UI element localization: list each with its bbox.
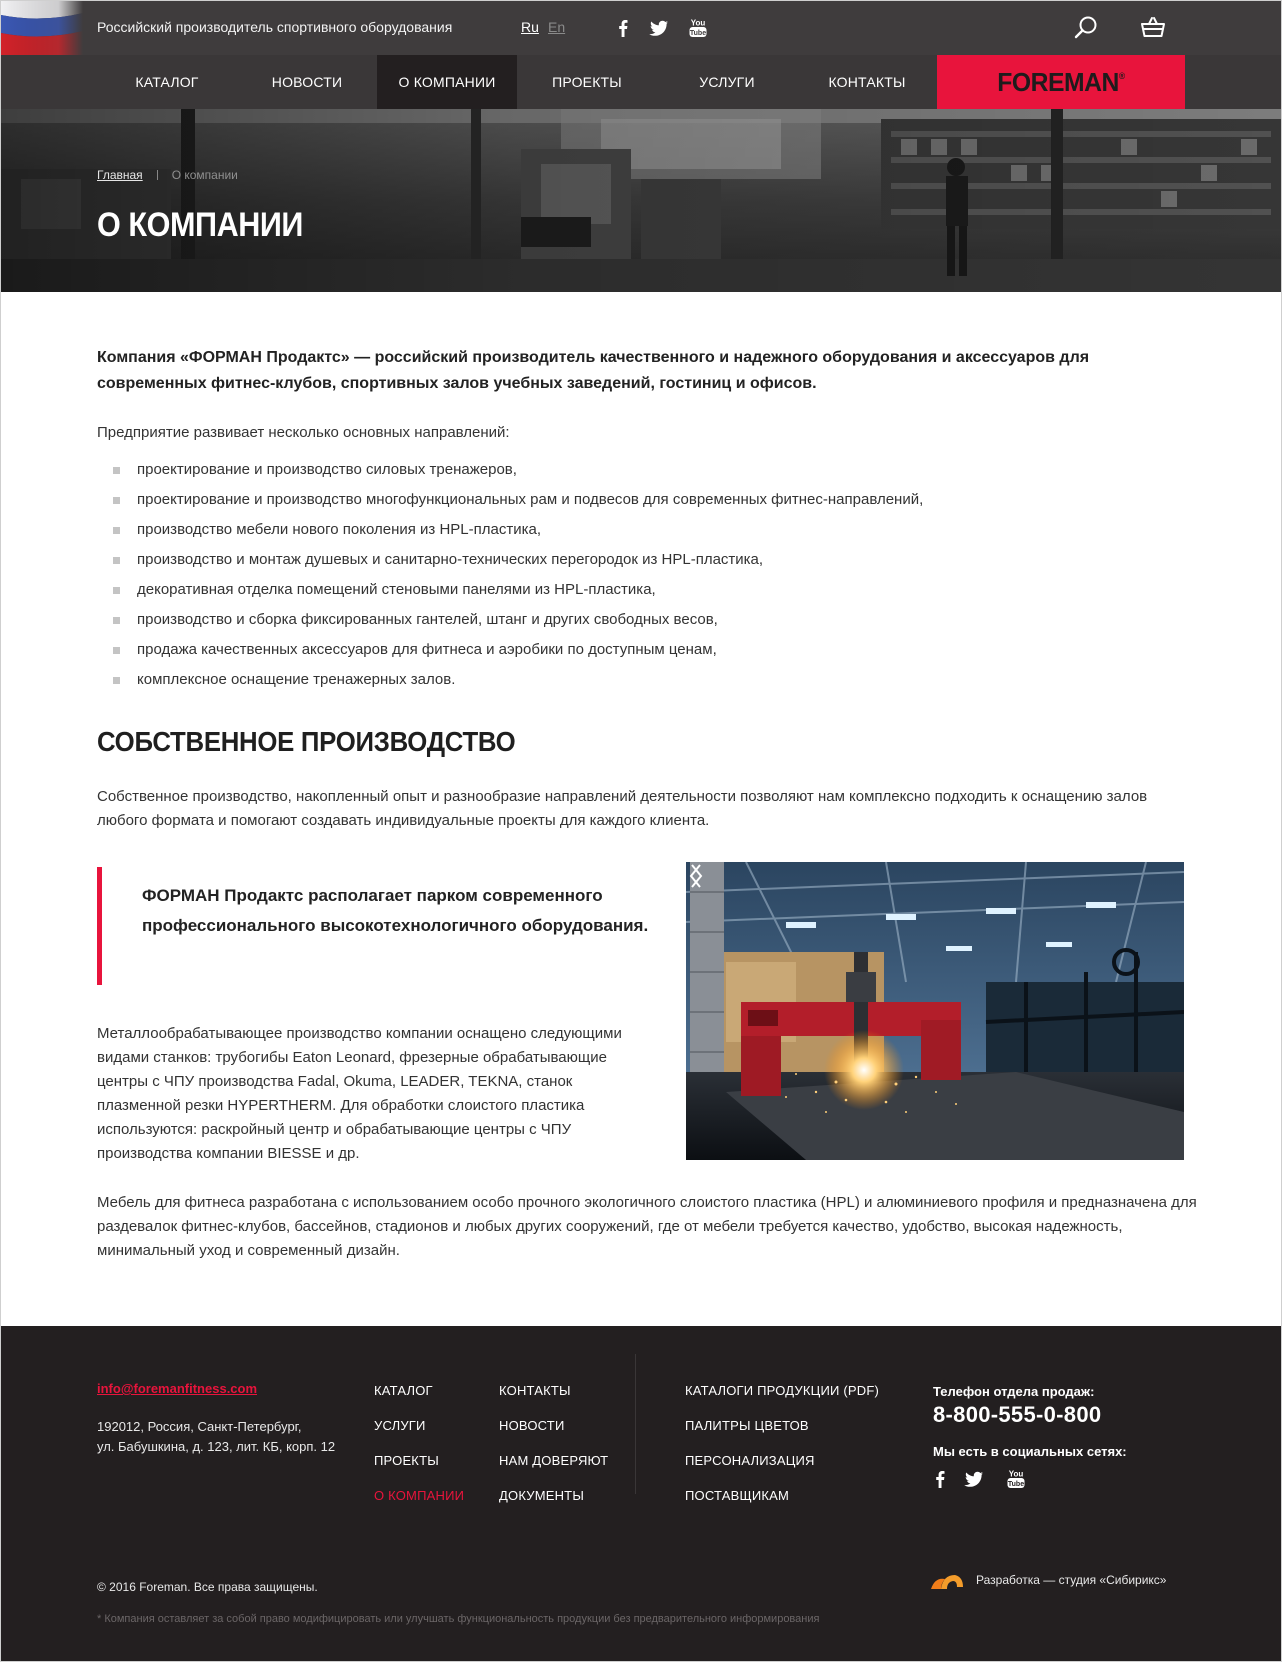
- plasma-cutting-photo: [686, 862, 1184, 1160]
- footer-link-suppliers[interactable]: ПОСТАВЩИКАМ: [685, 1488, 790, 1503]
- quote-text: ФОРМАН Продактс располагает парком современного профессионального высокотехнологичного оборудования.: [142, 886, 649, 935]
- foreman-logo[interactable]: [937, 55, 1185, 109]
- nav-item-catalog[interactable]: КАТАЛОГ: [135, 74, 199, 90]
- bullet-icon: [113, 527, 120, 534]
- footer-link-services[interactable]: УСЛУГИ: [374, 1418, 426, 1433]
- russian-flag-image: [1, 1, 83, 55]
- twitter-icon[interactable]: [963, 1468, 985, 1490]
- footer-link-about[interactable]: О КОМПАНИИ: [374, 1488, 465, 1503]
- metalworking-text: Металлообрабатывающее производство компании оснащено следующими видами станков: трубогибы Eaton Leonard, фрезерные обрабатывающие центры с ЧПУ производства Fadal, Okuma, LEADER, TEKNA, станок плазменной резки HYPERTHERM. Для обработки слоистого пластика используются: раскройный центр и обрабатывающие центры с ЧПУ производства компании BIESSE и др.: [97, 1025, 622, 1162]
- search-icon[interactable]: [1073, 15, 1099, 41]
- youtube-icon[interactable]: [1005, 1468, 1027, 1490]
- svg-text:You: You: [1008, 1469, 1024, 1479]
- footer-link-contacts[interactable]: КОНТАКТЫ: [499, 1383, 571, 1398]
- list-item: производство и сборка фиксированных гантелей, штанг и других свободных весов,: [97, 605, 1197, 635]
- bullet-icon: [113, 617, 120, 624]
- phone-number[interactable]: 8-800-555-0-800: [933, 1402, 1102, 1427]
- svg-text:You: You: [690, 18, 706, 28]
- bullet-icon: [113, 497, 120, 504]
- directions-list: [97, 455, 1197, 695]
- breadcrumb-home-link[interactable]: Главная: [97, 168, 143, 182]
- production-section-text: Собственное производство, накопленный опыт и разнообразие направлений деятельности позволяют нам комплексно подходить к оснащению залов любого формата и помогают создавать индивидуальные проекты для каждого клиента.: [97, 788, 1148, 829]
- footer: [1, 1326, 1281, 1662]
- twitter-icon[interactable]: [648, 17, 670, 39]
- list-item: проектирование и производство силовых тренажеров,: [97, 455, 1197, 485]
- production-photo-slider: [686, 862, 1184, 1160]
- page-title: О КОМПАНИИ: [97, 206, 303, 244]
- list-item: производство мебели нового поколения из HPL-пластика,: [97, 515, 1197, 545]
- top-bar: [1, 1, 1281, 55]
- list-item: производство и монтаж душевых и санитарно-технических перегородок из HPL-пластика,: [97, 545, 1197, 575]
- breadcrumb: [97, 168, 238, 182]
- bullet-icon: [113, 647, 120, 654]
- furniture-text: Мебель для фитнеса разработана с использованием особо прочного экологичного слоистого пластика (HPL) и алюминиевого профиля и предназначена для раздевалок фитнес-клубов, бассейнов, стадионов и любых других сооружений, где от мебели требуется качество, удобство, высокая надежность, минимальный уход и современный дизайн.: [97, 1194, 1197, 1259]
- nav-item-about[interactable]: О КОМПАНИИ: [377, 55, 517, 109]
- bullet-icon: [113, 677, 120, 684]
- list-item: декоративная отделка помещений стеновыми панелями из HPL-пластика,: [97, 575, 1197, 605]
- breadcrumb-separator: [157, 170, 158, 180]
- footer-link-pdf-catalogs[interactable]: КАТАЛОГИ ПРОДУКЦИИ (PDF): [685, 1383, 880, 1398]
- footer-link-trust[interactable]: НАМ ДОВЕРЯЮТ: [499, 1453, 609, 1468]
- nav-item-news[interactable]: НОВОСТИ: [271, 74, 343, 90]
- bullet-icon: [113, 467, 120, 474]
- logo-text: FOREMAN®: [997, 67, 1125, 97]
- footer-link-catalog[interactable]: КАТАЛОГ: [374, 1383, 433, 1398]
- language-ru-link[interactable]: Ru: [521, 19, 539, 35]
- sibiriks-logo-icon[interactable]: [929, 1569, 965, 1593]
- svg-text:Tube: Tube: [689, 29, 707, 37]
- cart-icon[interactable]: [1139, 15, 1167, 41]
- slider-next-icon[interactable]: [686, 862, 706, 890]
- site-tagline: Российский производитель спортивного оборудования: [97, 19, 453, 35]
- footer-divider: [635, 1354, 636, 1494]
- footer-disclaimer: * Компания оставляет за собой право модифицировать или улучшать функциональность продукции без предварительного информирования: [97, 1613, 820, 1625]
- footer-link-news[interactable]: НОВОСТИ: [499, 1418, 565, 1433]
- svg-text:Tube: Tube: [1007, 1480, 1025, 1488]
- company-lead-text: Компания «ФОРМАН Продактс» — российский производитель качественного и надежного оборудования и аксессуаров для современных фитнес-клубов, спортивных залов учебных заведений, гостиниц и офисов.: [97, 349, 1090, 392]
- nav-item-projects[interactable]: ПРОЕКТЫ: [552, 74, 622, 90]
- developer-link[interactable]: Разработка — студия «Сибирикс»: [976, 1573, 1167, 1587]
- production-section-title: СОБСТВЕННОЕ ПРОИЗВОДСТВО: [97, 726, 516, 757]
- hero-banner: [1, 109, 1281, 292]
- equipment-quote: [97, 867, 667, 985]
- footer-address: 192012, Россия, Санкт-Петербург, ул. Бабушкина, д. 123, лит. КБ, корп. 12: [97, 1419, 336, 1454]
- footer-link-color-palettes[interactable]: ПАЛИТРЫ ЦВЕТОВ: [685, 1418, 809, 1433]
- nav-item-contacts[interactable]: КОНТАКТЫ: [828, 74, 906, 90]
- copyright: © 2016 Foreman. Все права защищены.: [97, 1580, 318, 1594]
- list-item: комплексное оснащение тренажерных залов.: [97, 665, 1197, 695]
- facebook-icon[interactable]: [612, 17, 634, 39]
- footer-link-personalization[interactable]: ПЕРСОНАЛИЗАЦИЯ: [685, 1453, 815, 1468]
- phone-label: Телефон отдела продаж:: [933, 1384, 1095, 1399]
- youtube-icon[interactable]: [687, 17, 709, 39]
- facebook-icon[interactable]: [929, 1468, 951, 1490]
- bullet-icon: [113, 557, 120, 564]
- footer-link-documents[interactable]: ДОКУМЕНТЫ: [499, 1488, 585, 1503]
- footer-link-projects[interactable]: ПРОЕКТЫ: [374, 1453, 439, 1468]
- social-label: Мы есть в социальных сетях:: [933, 1444, 1127, 1459]
- list-item: продажа качественных аксессуаров для фитнеса и аэробики по доступным ценам,: [97, 635, 1197, 665]
- breadcrumb-current: О компании: [171, 168, 238, 182]
- directions-intro: Предприятие развивает несколько основных направлений:: [97, 424, 510, 441]
- footer-email-link[interactable]: info@foremanfitness.com: [97, 1381, 258, 1396]
- language-en-link[interactable]: En: [548, 19, 566, 35]
- list-item: проектирование и производство многофункциональных рам и подвесов для современных фитнес-направлений,: [97, 485, 1197, 515]
- factory-floor-image: [1, 109, 1281, 292]
- nav-item-services[interactable]: УСЛУГИ: [699, 74, 755, 90]
- bullet-icon: [113, 587, 120, 594]
